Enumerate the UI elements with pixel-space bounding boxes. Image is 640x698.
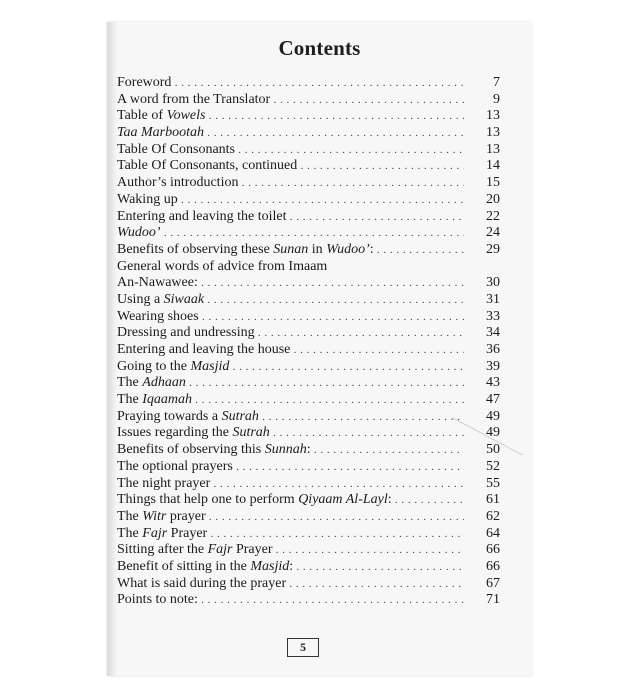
toc-entry-text: in	[308, 241, 327, 257]
toc-entry-text: Issues regarding the	[117, 425, 233, 441]
toc-entry	[117, 175, 500, 192]
toc-page-number: 15	[486, 175, 500, 191]
toc-entry	[117, 158, 500, 175]
toc-page-number: 49	[486, 408, 500, 424]
toc-page-number: 66	[486, 542, 500, 558]
toc-entry-text: The night prayer	[117, 475, 211, 491]
toc-page-number: 64	[486, 525, 500, 541]
toc-entry-text: The	[117, 508, 143, 524]
toc-entry	[117, 359, 500, 376]
toc-entry	[117, 476, 500, 493]
toc-entry-title	[117, 225, 464, 242]
toc-entry-title	[117, 542, 464, 559]
toc-page-number: 24	[486, 225, 500, 241]
toc-page-number: 39	[486, 358, 500, 374]
toc-entry	[117, 242, 500, 259]
toc-entry-text: Masjid	[250, 558, 290, 574]
toc-entry-title	[117, 576, 464, 593]
page-title: Contents	[278, 36, 361, 60]
toc-entry-title	[117, 559, 464, 576]
toc-entry-text: Things that help one to perform	[117, 492, 299, 508]
toc-entry	[117, 576, 500, 593]
book-page	[107, 22, 532, 676]
toc-page-number: 62	[486, 508, 500, 524]
toc-entry-title	[117, 242, 464, 259]
toc-entry-text: Entering and leaving the toilet	[117, 208, 287, 224]
toc-entry-text: Praying towards a	[117, 408, 222, 424]
toc-entry-title	[117, 592, 464, 609]
toc-entry-text: Fajr	[142, 525, 168, 541]
toc-entry-text: An-Nawawee:	[117, 275, 198, 291]
toc-entry-title	[117, 459, 464, 476]
toc-entry-text: What is said during the prayer	[117, 575, 287, 591]
toc-entry-text: Wudoo’	[326, 241, 370, 257]
toc-entry	[117, 509, 500, 526]
toc-page-number: 20	[486, 191, 500, 207]
toc-entry-title	[117, 359, 464, 376]
toc-page-number: 66	[486, 558, 500, 574]
toc-page-number: 49	[486, 425, 500, 441]
toc-entry-text: Qiyaam Al-Layl	[298, 492, 388, 508]
toc-entry	[117, 559, 500, 576]
toc-entry-text: Going to the	[117, 358, 191, 374]
toc-entry-text: :	[306, 442, 311, 458]
toc-entry-text: Masjid	[190, 358, 230, 374]
toc-entry-text: Benefits of observing these	[117, 241, 274, 257]
toc-entry-title	[117, 158, 464, 175]
toc-entry-text: Benefit of sitting in the	[117, 558, 251, 574]
toc-entry-title	[117, 292, 464, 309]
toc-entry-text: Table Of Consonants, continued	[117, 158, 298, 174]
toc-entry-text: Benefits of observing this	[117, 442, 265, 458]
toc-entry-text: Sunnah	[264, 442, 307, 458]
toc-entry-text: Dressing and undressing	[117, 325, 255, 341]
toc-entry-text: Prayer	[167, 525, 208, 541]
toc-entry-text: Sitting after the	[117, 542, 208, 558]
toc-entry-text: Taa Marbootah	[117, 125, 205, 141]
toc-page-number: 30	[486, 275, 500, 291]
toc-entry	[117, 459, 500, 476]
toc-page-number: 13	[486, 141, 500, 157]
toc-entry-text: The optional prayers	[117, 458, 233, 474]
toc-entry	[117, 209, 500, 226]
toc-page-number: 31	[486, 291, 500, 307]
toc-entry-text: General words of advice from Imaam	[117, 258, 328, 274]
toc-page-number: 13	[486, 108, 500, 124]
toc-entry-text: Using a	[117, 291, 164, 307]
toc-page-number: 52	[486, 458, 500, 474]
toc-entry-title	[117, 259, 464, 276]
toc-entry-title	[117, 92, 464, 109]
toc-entry-title	[117, 309, 464, 326]
toc-page-number: 55	[486, 475, 500, 491]
toc-entry	[117, 292, 500, 309]
toc-entry	[117, 375, 500, 392]
toc-entry	[117, 442, 500, 459]
toc-entry-text: Iqaamah	[142, 392, 193, 408]
toc-page-number: 22	[486, 208, 500, 224]
toc-page-number: 14	[486, 158, 500, 174]
toc-page-number: 9	[493, 91, 500, 107]
toc-entry-title	[117, 75, 464, 92]
toc-entry-text: Vowels	[166, 108, 206, 124]
toc-entry-text: Table Of Consonants	[117, 141, 236, 157]
toc-entry-text: :	[289, 558, 294, 574]
toc-page-number: 36	[486, 342, 500, 357]
toc-entry	[117, 392, 500, 409]
toc-entry	[117, 309, 500, 326]
toc-entry	[117, 325, 500, 342]
toc-entry	[117, 192, 500, 209]
toc-entry-text: Points to note:	[117, 592, 198, 608]
toc-entry-text: The	[117, 392, 143, 408]
toc-entry-text: prayer	[166, 508, 206, 524]
toc-entry-title	[117, 325, 464, 342]
toc-entry-title	[117, 526, 464, 543]
toc-entry-text: A word from the Translator	[117, 91, 271, 107]
toc-page-number: 13	[486, 125, 500, 141]
toc-entry-text: Fajr	[207, 542, 233, 558]
toc-page-number: 29	[486, 241, 500, 257]
toc-entry-title	[117, 142, 464, 159]
toc-entry-text: Siwaak	[163, 291, 205, 307]
toc-entry-text: The	[117, 375, 143, 391]
toc-page-number: 34	[486, 325, 500, 341]
toc-entry	[117, 342, 500, 359]
toc-entry-title	[117, 425, 464, 442]
toc-entry	[117, 142, 500, 159]
toc-entry-title	[117, 375, 464, 392]
toc-entry	[117, 425, 500, 442]
toc-entry	[117, 492, 500, 509]
toc-entry-text: Author’s introduction	[117, 175, 239, 191]
toc-entry	[117, 75, 500, 92]
toc-entry-text: The	[117, 525, 143, 541]
toc-page-number: 33	[486, 308, 500, 324]
toc-entry-title	[117, 108, 464, 125]
toc-entry-title	[117, 476, 464, 493]
toc-entry-title	[117, 342, 464, 359]
toc-entry	[117, 409, 500, 426]
toc-entry	[117, 259, 500, 276]
toc-entry	[117, 108, 500, 125]
table-of-contents	[117, 75, 500, 609]
toc-entry-title	[117, 442, 464, 459]
toc-entry	[117, 125, 500, 142]
toc-entry	[117, 92, 500, 109]
toc-entry-title	[117, 409, 464, 426]
toc-entry	[117, 526, 500, 543]
toc-page-number: 47	[486, 392, 500, 408]
toc-entry-text: Sunan	[273, 241, 309, 257]
toc-entry-text: Entering and leaving the house	[117, 342, 291, 357]
toc-entry-title	[117, 492, 464, 509]
toc-entry-title	[117, 175, 464, 192]
toc-entry	[117, 542, 500, 559]
toc-entry-title	[117, 192, 464, 209]
toc-entry-title	[117, 509, 464, 526]
toc-entry-text: :	[387, 492, 392, 508]
toc-entry-text: Wearing shoes	[117, 308, 199, 324]
toc-entry	[117, 225, 500, 242]
toc-entry	[117, 592, 500, 609]
toc-entry-text: Foreword	[117, 75, 172, 90]
toc-entry-title	[117, 209, 464, 226]
toc-page-number: 67	[486, 575, 500, 591]
toc-entry-text: Wudoo’	[117, 225, 161, 241]
toc-page-number: 7	[493, 75, 500, 90]
toc-entry-title	[117, 275, 464, 292]
toc-entry-title	[117, 392, 464, 409]
toc-entry	[117, 275, 500, 292]
toc-entry-text: Sutrah	[232, 425, 270, 441]
toc-entry-text: Waking up	[117, 191, 178, 207]
toc-entry-text: Adhaan	[142, 375, 186, 391]
toc-page-number: 43	[486, 375, 500, 391]
toc-entry-text: Witr	[142, 508, 167, 524]
page-number-box: 5	[287, 638, 319, 657]
toc-page-number: 61	[486, 492, 500, 508]
toc-page-number: 50	[486, 442, 500, 458]
toc-entry-text: Prayer	[232, 542, 273, 558]
toc-entry-title	[117, 125, 464, 142]
toc-entry-text: Table of	[117, 108, 167, 124]
toc-entry-text: :	[369, 241, 374, 257]
toc-page-number: 71	[486, 592, 500, 608]
toc-entry-text: Sutrah	[221, 408, 259, 424]
